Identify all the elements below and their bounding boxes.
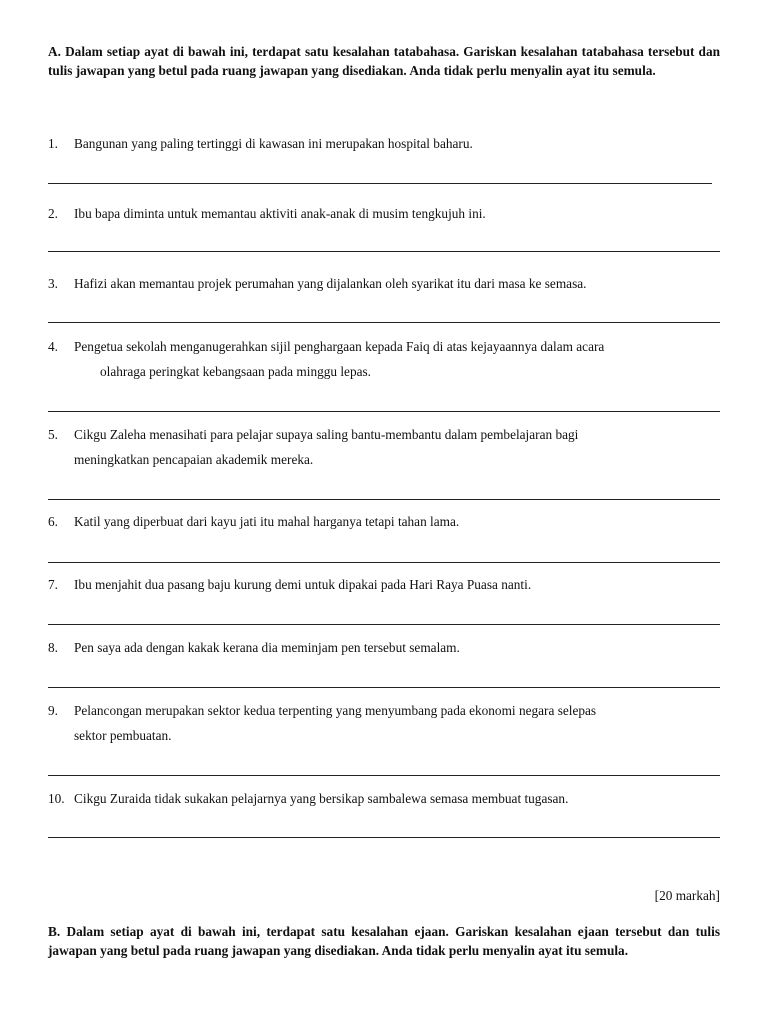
question-1 [48, 131, 728, 156]
answer-line-4[interactable] [48, 411, 720, 412]
question-number: 5. [48, 427, 58, 442]
question-text-continued: meningkatkan pencapaian akademik mereka. [74, 452, 314, 467]
question-text: Pelancongan merupakan sektor kedua terpenting yang menyumbang pada ekonomi negara selepas [74, 703, 597, 718]
question-text: Cikgu Zaleha menasihati para pelajar supaya saling bantu-membantu dalam pembelajaran bagi [74, 427, 579, 442]
question-number: 4. [48, 339, 58, 354]
question-number: 1. [48, 136, 58, 151]
question-text: Katil yang diperbuat dari kayu jati itu mahal harganya tetapi tahan lama. [74, 514, 460, 529]
question-5 [48, 422, 728, 472]
section-a-marks: [20 markah] [654, 888, 720, 903]
question-text-continued: olahraga peringkat kebangsaan pada minggu lepas. [100, 364, 372, 379]
answer-line-2[interactable] [48, 251, 720, 252]
question-2 [48, 201, 728, 226]
answer-line-7[interactable] [48, 624, 720, 625]
question-text: Ibu menjahit dua pasang baju kurung demi untuk dipakai pada Hari Raya Puasa nanti. [74, 577, 532, 592]
question-number: 6. [48, 514, 58, 529]
question-number: 8. [48, 640, 58, 655]
answer-line-1[interactable] [48, 183, 712, 184]
question-7 [48, 572, 728, 597]
question-6 [48, 509, 728, 534]
answer-line-10[interactable] [48, 837, 720, 838]
answer-line-9[interactable] [48, 775, 720, 776]
question-3 [48, 271, 728, 296]
question-text-continued: sektor pembuatan. [74, 728, 172, 743]
question-text: Ibu bapa diminta untuk memantau aktiviti anak-anak di musim tengkujuh ini. [74, 206, 486, 221]
question-number: 7. [48, 577, 58, 592]
question-number: 10. [48, 791, 65, 806]
question-text: Hafizi akan memantau projek perumahan yang dijalankan oleh syarikat itu dari masa ke semasa. [74, 276, 587, 291]
question-number: 9. [48, 703, 58, 718]
question-text: Pengetua sekolah menganugerahkan sijil penghargaan kepada Faiq di atas kejayaannya dalam acara [74, 339, 605, 354]
question-text: Pen saya ada dengan kakak kerana dia meminjam pen tersebut semalam. [74, 640, 460, 655]
question-8 [48, 635, 728, 660]
answer-line-3[interactable] [48, 322, 720, 323]
question-text: Bangunan yang paling tertinggi di kawasan ini merupakan hospital baharu. [74, 136, 473, 151]
answer-line-6[interactable] [48, 562, 720, 563]
question-10 [48, 786, 728, 811]
question-4 [48, 334, 728, 384]
section-b-heading: B. Dalam setiap ayat di bawah ini, terdapat satu kesalahan ejaan. Gariskan kesalahan ejaan tersebut dan tulis jawapan yang betul pada ruang jawapan yang disediakan. Anda tidak perlu menyalin ayat itu semula. [48, 924, 720, 958]
question-number: 2. [48, 206, 58, 221]
answer-line-8[interactable] [48, 687, 720, 688]
section-a-heading: A. Dalam setiap ayat di bawah ini, terdapat satu kesalahan tatabahasa. Gariskan kesalahan tatabahasa tersebut dan tulis jawapan yang betul pada ruang jawapan yang disediakan. Anda tidak perlu menyalin ayat itu semula. [48, 44, 720, 78]
question-number: 3. [48, 276, 58, 291]
question-9 [48, 698, 728, 748]
answer-line-5[interactable] [48, 499, 720, 500]
question-text: Cikgu Zuraida tidak sukakan pelajarnya yang bersikap sambalewa semasa membuat tugasan. [74, 791, 569, 806]
